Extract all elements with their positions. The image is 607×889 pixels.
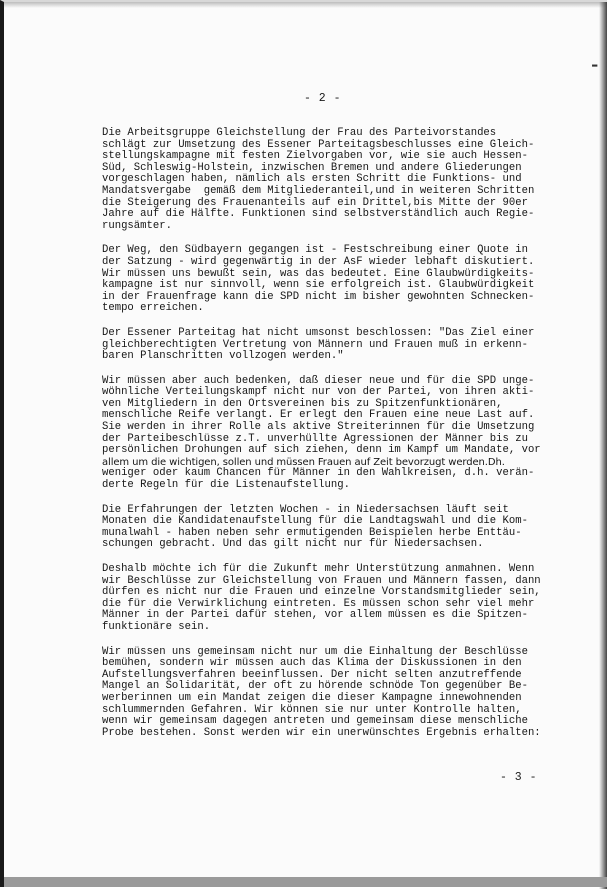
text-line: wir Beschlüsse zur Gleichstellung von Frauen und Männern fassen, dann xyxy=(102,574,541,587)
text-line: werberinnen um ein Mandat zeigen die dieser Kampagne innewohnenden xyxy=(102,691,522,704)
text-line: tempo erreichen. xyxy=(102,302,204,315)
text-line: Probe bestehen. Sonst werden wir ein unerwünschtes Ergebnis erhalten: xyxy=(102,726,541,739)
paragraph xyxy=(102,505,572,551)
text-line: die Steigerung des Frauenanteils auf ein Drittel,bis Mitte der 90er xyxy=(102,196,528,209)
text-line: Aufstellungsverfahren beeinflussen. Der nicht selten anzutreffende xyxy=(102,668,522,681)
text-line: derte Regeln für die Listenaufstellung. xyxy=(102,479,350,492)
text-line: stellungskampagne mit festen Zielvorgaben vor, wie sie auch Hessen- xyxy=(102,150,528,163)
text-line: der Satzung - wird gegenwärtig in der AsF wieder lebhaft diskutiert. xyxy=(102,255,535,268)
text-line: baren Planschritten vollzogen werden." xyxy=(102,350,344,363)
text-line: gleichberechtigten Vertretung von Männern und Frauen muß in erkenn- xyxy=(102,338,528,351)
text-line: munalwahl - haben neben sehr ermutigenden Beispielen herbe Enttäu- xyxy=(102,526,522,539)
text-line: Süd, Schleswig-Holstein, inzwischen Bremen und andere Gliederungen xyxy=(102,161,522,174)
text-line: Der Essener Parteitag hat nicht umsonst beschlossen: "Das Ziel einer xyxy=(102,326,535,339)
paragraph xyxy=(102,564,572,634)
text-line: schlägt zur Umsetzung des Essener Parteitagsbeschlusses eine Gleich- xyxy=(102,138,535,151)
text-line: Der Weg, den Südbayern gegangen ist - Festschreibung einer Quote in xyxy=(102,244,528,257)
text-line: die für die Verwirklichung eintreten. Es müssen schon sehr viel mehr xyxy=(102,597,535,610)
scan-shadow-right xyxy=(599,2,607,889)
text-line: ven Mitgliedern in den Ortsvereinen bis zu Spitzenfunktionären, xyxy=(102,397,503,410)
text-line: menschliche Reife verlangt. Er erlegt den Frauen eine neue Last auf. xyxy=(102,409,535,422)
text-line: dürfen es nicht nur die Frauen und einzelne Vorstandsmitglieder sein, xyxy=(102,586,541,599)
page-number-top: - 2 - xyxy=(304,92,342,105)
paragraph xyxy=(102,328,572,363)
text-line: funktionäre sein. xyxy=(102,620,211,633)
text-line: der Parteibeschlüsse z.T. unverhüllte Agressionen der Männer bis zu xyxy=(102,432,528,445)
text-line: persönlichen Drohungen auf sich ziehen, denn im Kampf um Mandate, vor xyxy=(102,444,541,457)
text-line: Männer in der Partei dafür stehen, vor allem müssen es die Spitzen- xyxy=(102,609,528,622)
text-line: wenn wir gemeinsam dagegen antreten und gemeinsam diese menschliche xyxy=(102,715,528,728)
paragraph xyxy=(102,647,572,740)
text-line: Wir müssen uns gemeinsam nicht nur um die Einhaltung der Beschlüsse xyxy=(102,645,528,658)
letter-body xyxy=(102,128,572,752)
paragraph xyxy=(102,245,572,315)
text-line: Deshalb möchte ich für die Zukunft mehr Unterstützung anmahnen. Wenn xyxy=(102,563,535,575)
scan-shadow-top xyxy=(4,2,607,8)
text-line: Die Erfahrungen der letzten Wochen - in Niedersachsen läuft seit xyxy=(102,503,509,516)
text-line: allem um die wichtigen, sollen und müssen Frauen auf Zeit bevorzugt werden.Dh. xyxy=(102,456,505,468)
text-line: Mandatsvergabe gemäß dem Mitgliederanteil,und in weiteren Schritten xyxy=(102,184,535,197)
text-line: Wir müssen uns bewußt sein, was das bedeutet. Eine Glaubwürdigkeits- xyxy=(102,267,535,280)
text-line: kampagne ist nur sinnvoll, wenn sie erfolgreich ist. Glaubwürdigkeit xyxy=(102,279,535,292)
text-line: Monaten die Kandidatenaufstellung für die Landtagswahl und die Kom- xyxy=(102,515,528,528)
text-line: wöhnliche Verteilungskampf nicht nur von der Partei, von ihren akti- xyxy=(102,386,535,399)
text-line: Jahre auf die Hälfte. Funktionen sind selbstverständlich auch Regie- xyxy=(102,208,535,221)
text-line: rungsämter. xyxy=(102,219,172,232)
text-line: schlummernden Gefahren. Wir können sie nur unter Kontrolle halten, xyxy=(102,703,522,716)
scan-speck: ▬ xyxy=(592,60,598,70)
text-line: Die Arbeitsgruppe Gleichstellung der Frau des Parteivorstandes xyxy=(102,127,497,139)
text-line: Wir müssen aber auch bedenken, daß dieser neue und für die SPD unge- xyxy=(102,374,535,387)
paragraph xyxy=(102,128,572,232)
text-line: schungen gebracht. Und das gilt nicht nur für Niedersachsen. xyxy=(102,538,484,551)
page-number-bottom: - 3 - xyxy=(500,771,538,784)
text-line: weniger oder kaum Chancen für Männer in den Wahlkreisen, d.h. verän- xyxy=(102,467,535,480)
paragraph xyxy=(102,376,572,492)
text-line: vorgeschlagen haben, nämlich als ersten Schritt die Funktions- und xyxy=(102,173,522,186)
text-line: Mangel an Solidarität, der oft zu hörende schnöde Ton gegenüber Be- xyxy=(102,680,528,693)
scan-shadow-bottom xyxy=(4,877,607,887)
text-line: in der Frauenfrage kann die SPD nicht im bisher gewohnten Schnecken- xyxy=(102,290,535,303)
text-line: Sie werden in ihrer Rolle als aktive Streiterinnen für die Umsetzung xyxy=(102,421,535,434)
text-line: bemühen, sondern wir müssen auch das Klima der Diskussionen in den xyxy=(102,657,522,670)
